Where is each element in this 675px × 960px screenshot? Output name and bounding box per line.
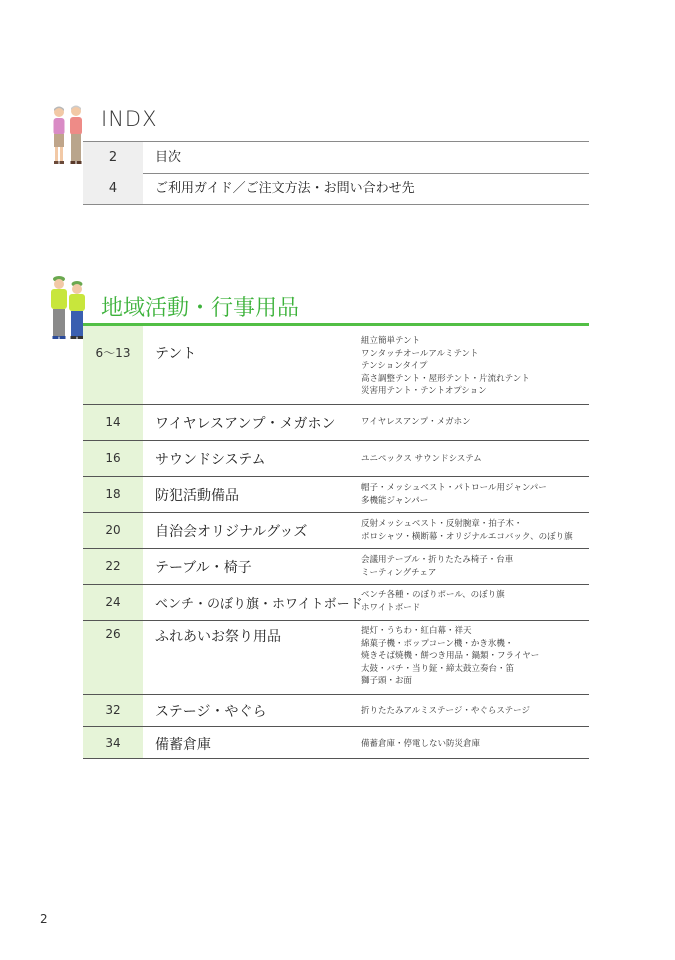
category-page-number: 24 [83, 585, 143, 620]
category-name: サウンドシステム [155, 452, 266, 468]
category-name: 自治会オリジナルグッズ [155, 524, 308, 540]
category-page-number: 14 [83, 405, 143, 440]
category-name: 備蓄倉庫 [155, 737, 211, 753]
category-description: ベンチ各種・のぼりポール、のぼり旗 ホワイトボード [361, 590, 505, 613]
category-row[interactable] [83, 513, 589, 549]
index-title: INDX [101, 107, 158, 131]
index-label: ご利用ガイド／ご注文方法・お問い合わせ先 [155, 181, 415, 196]
category-description: 提灯・うちわ・紅白幕・祥天 綿菓子機・ポップコーン機・かき氷機・ 焼きそば焼機・餅つき用品・鍋類・フライヤー 太鼓・バチ・当り鉦・締太鼓立奏台・笛 獅子頭・お面 [361, 626, 540, 686]
category-description: 帽子・メッシュベスト・パトロール用ジャンパー 多機能ジャンパー [361, 483, 547, 506]
category-description: 備蓄倉庫・停電しない防災倉庫 [361, 739, 481, 749]
category-page-number: 18 [83, 477, 143, 512]
index-row[interactable] [83, 173, 589, 205]
category-name: テント [155, 346, 197, 362]
category-row[interactable] [83, 585, 589, 621]
category-name: ふれあいお祭り用品 [155, 629, 281, 645]
category-page-number: 32 [83, 695, 143, 726]
index-page-number: 2 [83, 142, 143, 173]
index-page-number: 4 [83, 173, 143, 204]
category-description: 反射メッシュベスト・反射腕章・拍子木・ ポロシャツ・横断幕・オリジナルエコバック、のぼり旗 [361, 519, 573, 542]
category-row[interactable] [83, 621, 589, 695]
category-row[interactable] [83, 695, 589, 727]
category-name: ワイヤレスアンプ・メガホン [155, 416, 336, 432]
category-name: ステージ・やぐら [155, 704, 267, 720]
category-page-number: 6〜13 [83, 326, 143, 404]
category-row[interactable] [83, 727, 589, 759]
category-description: ワイヤレスアンプ・メガホン [361, 417, 471, 427]
index-label: 目次 [155, 150, 182, 165]
category-name: ベンチ・のぼり旗・ホワイトボード [155, 597, 363, 612]
category-description: ユニペックス サウンドシステム [361, 454, 482, 464]
category-description: 会議用テーブル・折りたたみ椅子・台車 ミーティングチェア [361, 555, 514, 578]
elderly-couple-illustration [48, 104, 88, 166]
category-description: 組立簡単テント ワンタッチオールアルミテント テンションタイプ 高さ調整テント・屋形テント・片流れテント 災害用テント・テントオプション [361, 336, 530, 396]
category-description: 折りたたみアルミステージ・やぐらステージ [361, 706, 530, 716]
category-page-number: 20 [83, 513, 143, 548]
category-row[interactable] [83, 326, 589, 405]
category-page-number: 22 [83, 549, 143, 584]
category-row[interactable] [83, 549, 589, 585]
page-number: 2 [40, 912, 48, 926]
category-page-number: 34 [83, 727, 143, 758]
category-row[interactable] [83, 477, 589, 513]
category-row[interactable] [83, 441, 589, 477]
index-row[interactable] [83, 141, 589, 174]
category-page-number: 26 [83, 621, 143, 694]
category-page-number: 16 [83, 441, 143, 476]
category-name: テーブル・椅子 [155, 560, 252, 576]
category-title: 地域活動・行事用品 [101, 296, 300, 321]
category-row[interactable] [83, 405, 589, 441]
category-name: 防犯活動備品 [155, 488, 239, 504]
